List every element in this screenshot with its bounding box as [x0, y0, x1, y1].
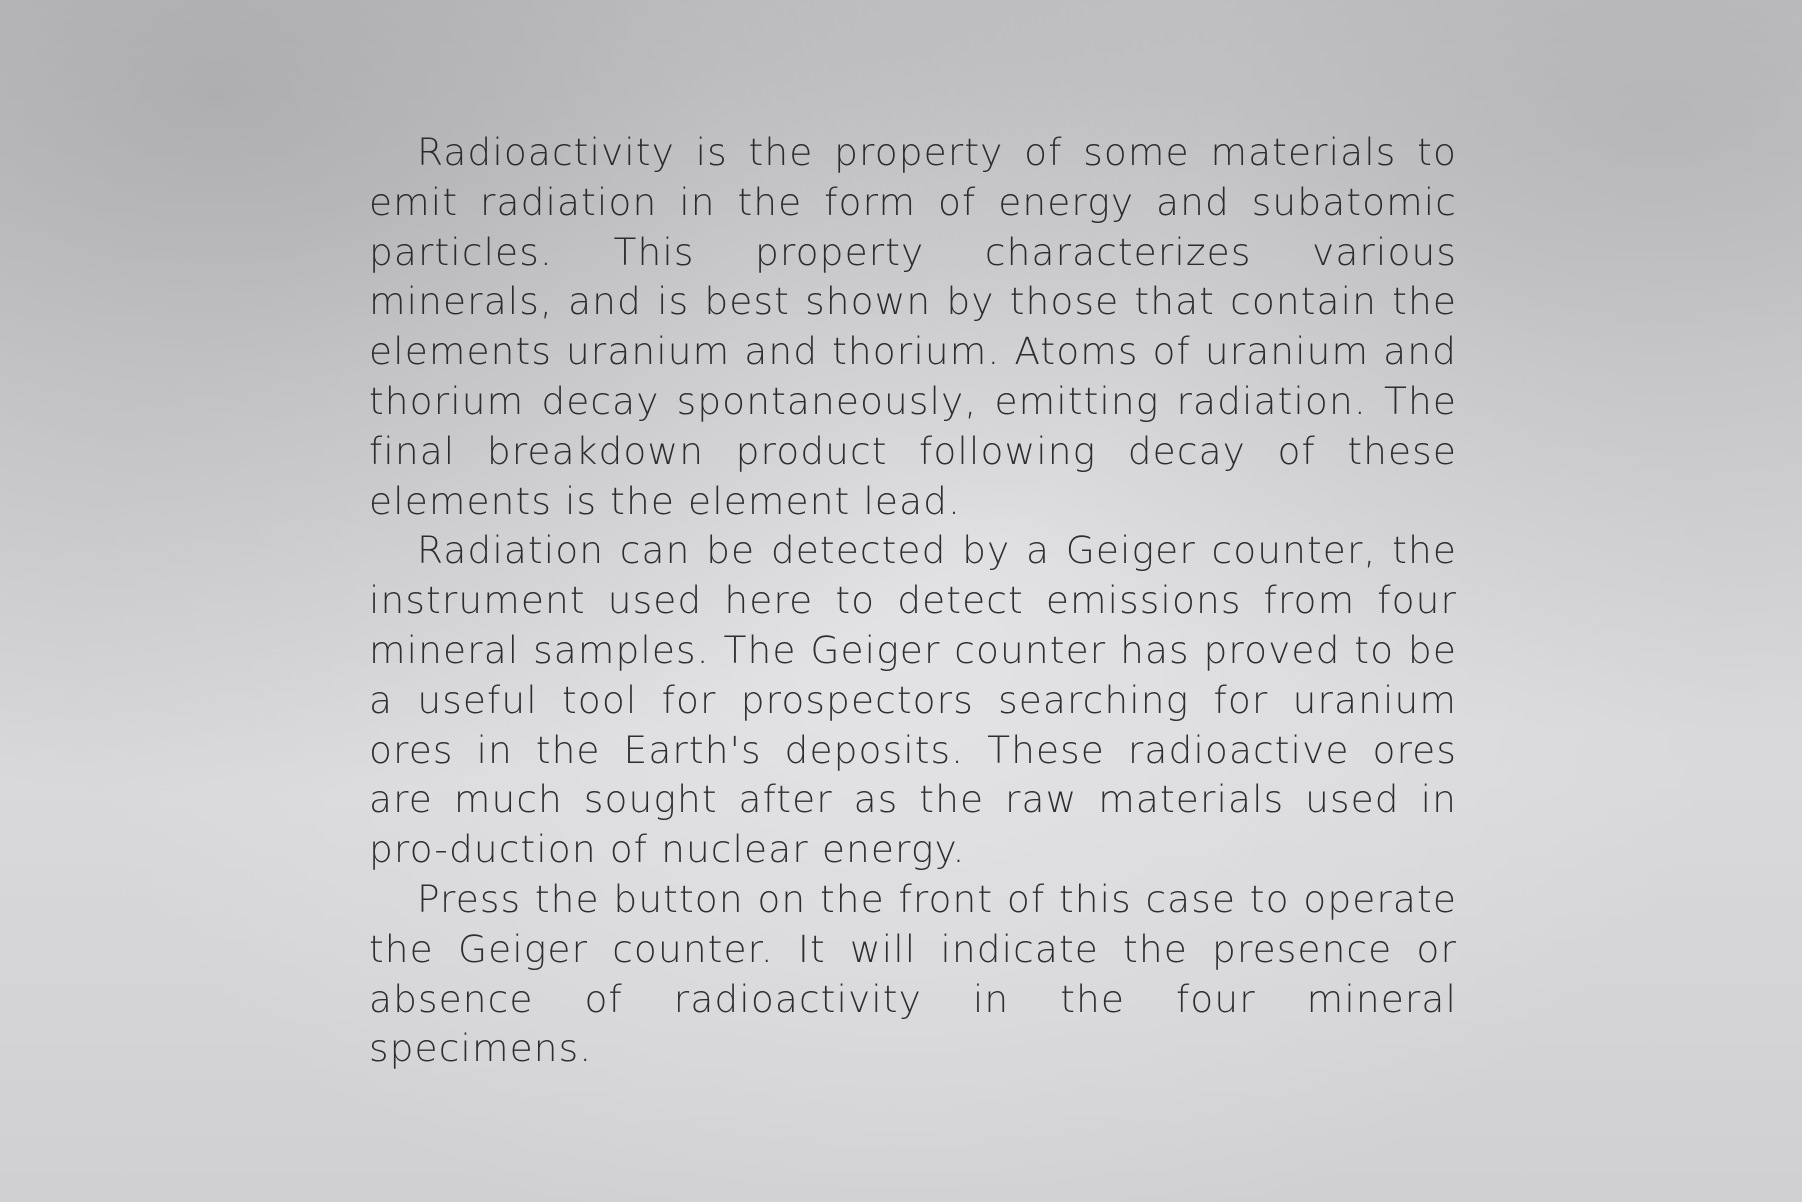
exhibit-placard	[369, 128, 1457, 1074]
paragraph-geiger-counter: Radiation can be detected by a Geiger counter, the instrument used here to detect emissions from four mineral samples. The Geiger counter has proved to be a useful tool for prospectors searching for uranium ores in the Earth's deposits. These radioactive ores are much sought after as the raw materials used in pro-duction of nuclear energy.	[369, 528, 1457, 872]
paragraph-radioactivity: Radioactivity is the property of some materials to emit radiation in the form of energy and subatomic particles. This property characterizes various minerals, and is best shown by those that contain the elements uranium and thorium. Atoms of uranium and thorium decay spontaneously, emitting radiation. The final breakdown product following decay of these elements is the element lead.	[369, 130, 1457, 523]
paragraph-instructions: Press the button on the front of this case to operate the Geiger counter. It will indicate the presence or absence of radioactivity in the four mineral specimens.	[369, 876, 1457, 1071]
